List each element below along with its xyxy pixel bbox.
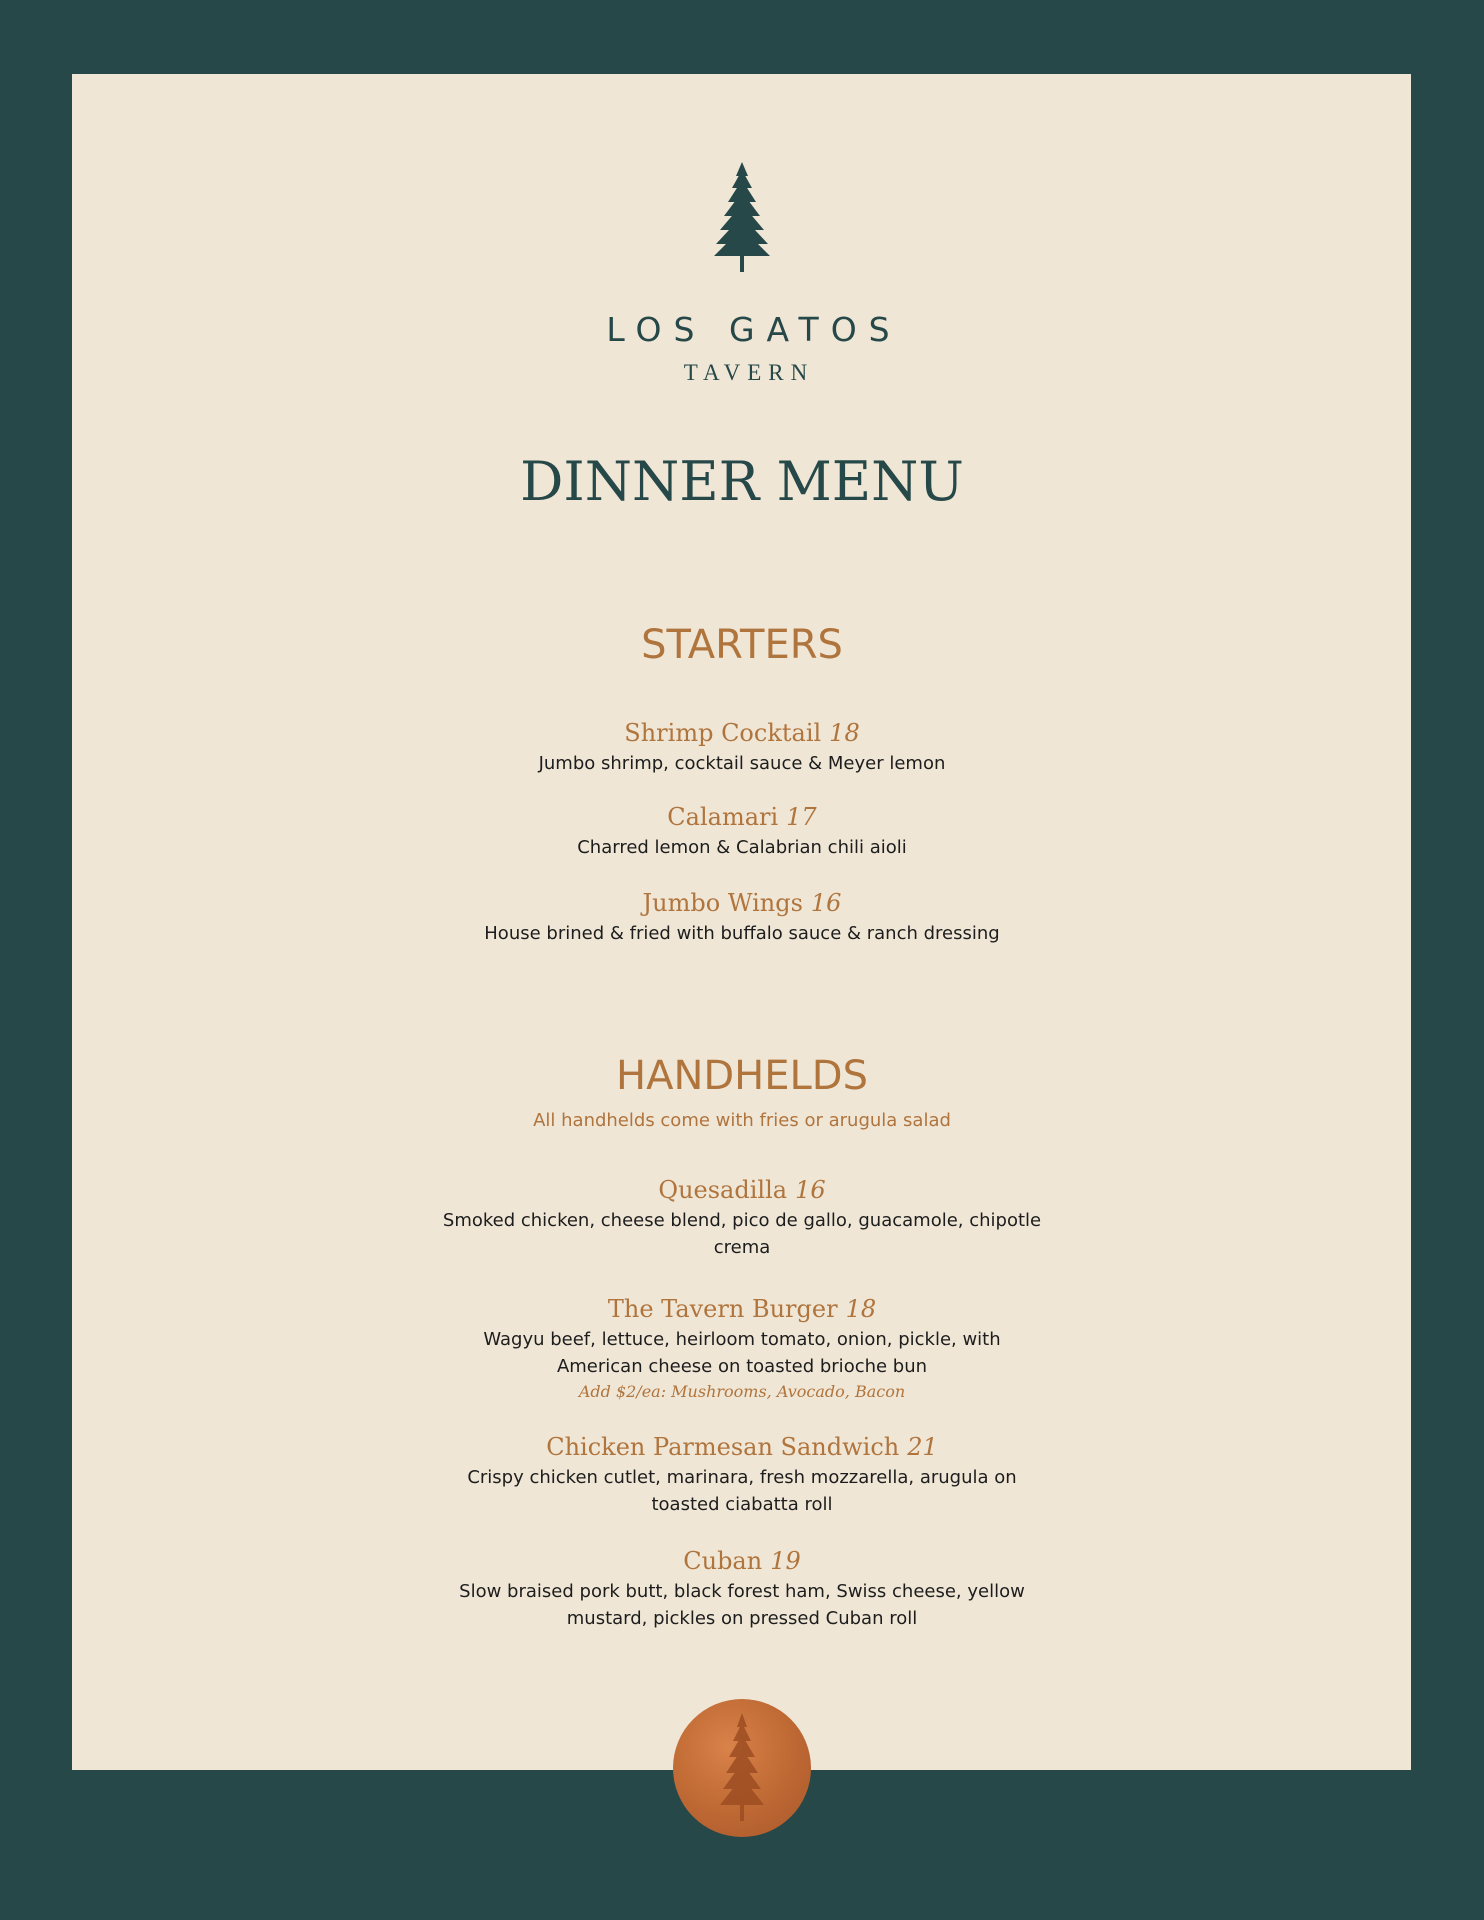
page-title: DINNER MENU — [520, 450, 964, 513]
item-name: Jumbo Wings — [642, 889, 803, 917]
item-addon: Add $2/ea: Mushrooms, Avocado, Bacon — [578, 1382, 906, 1401]
item-name-line — [0, 718, 1484, 748]
section-title-handhelds: HANDHELDS — [616, 1053, 868, 1099]
item-description: House brined & fried with buffalo sauce & ranch dressing — [484, 923, 1000, 944]
menu-item — [0, 802, 1484, 861]
menu-item — [0, 1546, 1484, 1632]
item-name-line — [0, 1546, 1484, 1576]
item-name: The Tavern Burger — [607, 1295, 838, 1323]
menu-item — [0, 888, 1484, 947]
item-price: 16 — [795, 1176, 826, 1204]
item-description: Jumbo shrimp, cocktail sauce & Meyer lemon — [538, 753, 946, 774]
item-description: Slow braised pork butt, black forest ham, Swiss cheese, yellow mustard, pickles on pressed Cuban roll — [459, 1581, 1025, 1629]
item-price: 19 — [770, 1547, 801, 1575]
brand-subtitle: TAVERN — [683, 360, 815, 385]
item-name-line — [0, 888, 1484, 918]
menu-item — [0, 718, 1484, 777]
item-name-line — [0, 802, 1484, 832]
pine-tree-icon — [710, 160, 774, 274]
pine-tree-seal-icon — [717, 1711, 767, 1825]
item-name: Calamari — [667, 803, 779, 831]
item-price: 17 — [786, 803, 817, 831]
menu-item — [0, 1294, 1484, 1404]
item-name: Chicken Parmesan Sandwich — [546, 1433, 900, 1461]
item-price: 21 — [907, 1433, 938, 1461]
item-name: Shrimp Cocktail — [624, 719, 822, 747]
item-description: Wagyu beef, lettuce, heirloom tomato, onion, pickle, with American cheese on toasted brioche bun — [483, 1329, 1001, 1377]
item-description: Charred lemon & Calabrian chili aioli — [577, 837, 907, 858]
copper-seal — [673, 1699, 811, 1837]
item-name: Quesadilla — [658, 1176, 788, 1204]
item-description: Smoked chicken, cheese blend, pico de gallo, guacamole, chipotle crema — [442, 1210, 1042, 1258]
menu-item — [0, 1175, 1484, 1261]
section-title-starters: STARTERS — [641, 622, 843, 668]
section-note: All handhelds come with fries or arugula salad — [533, 1110, 951, 1131]
item-name-line — [0, 1175, 1484, 1205]
item-price: 16 — [810, 889, 842, 917]
item-price: 18 — [845, 1295, 877, 1323]
brand-name: LOS GATOS — [606, 310, 902, 349]
item-name-line — [0, 1294, 1484, 1324]
item-description: Crispy chicken cutlet, marinara, fresh mozzarella, arugula on toasted ciabatta roll — [467, 1467, 1017, 1515]
item-name: Cuban — [683, 1547, 763, 1575]
item-name-line — [0, 1432, 1484, 1462]
item-price: 18 — [829, 719, 860, 747]
menu-item — [0, 1432, 1484, 1518]
